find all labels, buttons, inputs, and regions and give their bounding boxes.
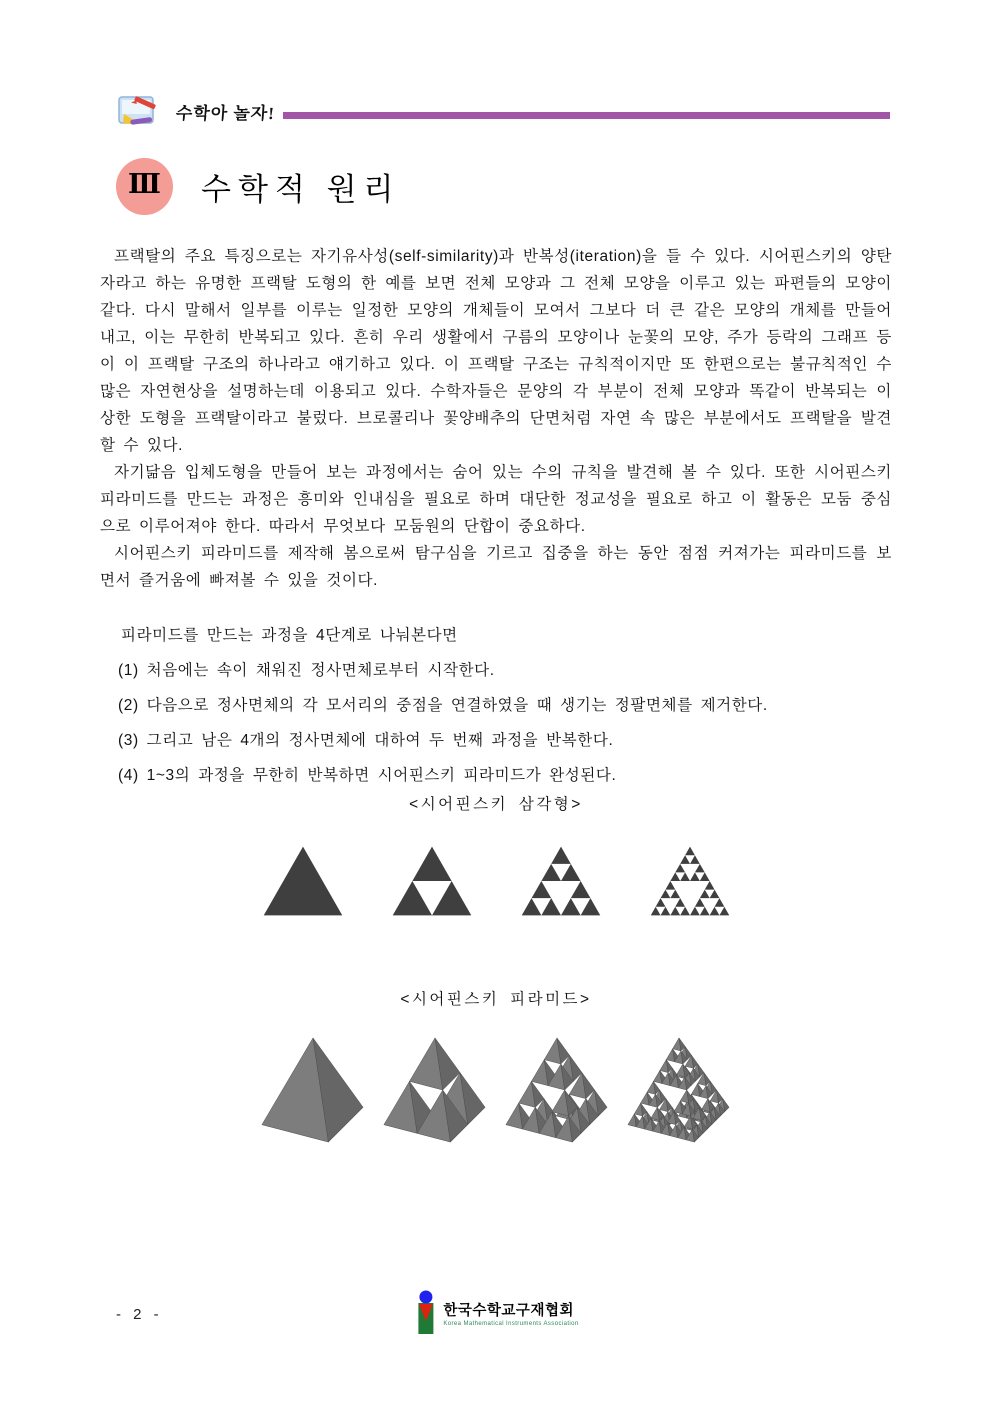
sierpinski-pyramid-iteration-1	[381, 1033, 489, 1147]
page-header	[118, 94, 275, 128]
triangle-figure-caption: <시어핀스키 삼각형>	[409, 796, 583, 813]
sierpinski-pyramid-iteration-3	[625, 1033, 733, 1147]
steps-intro: 피라미드를 만드는 과정을 4단계로 나눠본다면	[121, 627, 458, 644]
section-title: 수학적 원리	[201, 172, 401, 207]
section-heading	[116, 158, 400, 215]
sierpinski-triangle-row	[0, 845, 992, 917]
association-logo-icon	[413, 1289, 439, 1339]
page-number: - 2 -	[116, 1306, 163, 1323]
step-1: (1) 처음에는 속이 채워진 정사면체로부터 시작한다.	[118, 662, 495, 679]
sierpinski-triangle-iteration-2	[520, 845, 602, 917]
paragraph-self-similar-solids: 자기닮음 입체도형을 만들어 보는 과정에서는 숨어 있는 수의 규칙을 발견해 볼 수 있다. 또한 시어핀스키 피라미드를 만드는 과정은 흥미와 인내심을 필요로 하며 대단한 정교성을 필요로 하고 이 활동은 모둠 중심으로 이루어져야 한다. 따라서 무엇보다 모둠원의 단합이 중요하다.	[100, 464, 892, 535]
body-text	[100, 243, 892, 594]
footer-association-logo	[413, 1289, 578, 1339]
association-name-korean: 한국수학교구재협회	[443, 1303, 574, 1319]
step-2: (2) 다음으로 정사면체의 각 모서리의 중점을 연결하였을 때 생기는 정팔면체를 제거한다.	[118, 697, 768, 714]
pyramid-figure-caption: <시어핀스키 피라미드>	[400, 991, 592, 1008]
math-clipart-icon	[118, 94, 160, 128]
sierpinski-triangle-iteration-1	[391, 845, 473, 917]
header-logo-text: 수학아 놀자!	[175, 103, 276, 123]
sierpinski-pyramid-row	[0, 1033, 992, 1147]
sierpinski-triangle-iteration-0	[262, 845, 344, 917]
construction-steps	[100, 618, 892, 793]
association-name-english: Korea Mathematical Instruments Association	[443, 1321, 579, 1327]
paragraph-pyramid-fun: 시어핀스키 피라미드를 제작해 봄으로써 탐구심을 기르고 집중을 하는 동안 점점 커져가는 피라미드를 보면서 즐거움에 빠져볼 수 있을 것이다.	[100, 545, 892, 589]
sierpinski-pyramid-iteration-0	[259, 1033, 367, 1147]
sierpinski-triangle-iteration-3	[649, 845, 731, 917]
sierpinski-pyramid-iteration-2	[503, 1033, 611, 1147]
header-divider-line	[283, 112, 890, 119]
section-numeral: Ⅲ	[128, 169, 161, 199]
association-logo-text	[443, 1289, 578, 1327]
section-numeral-badge	[116, 158, 173, 215]
paragraph-fractal-features: 프랙탈의 주요 특징으로는 자기유사성(self-similarity)과 반복성(iteration)을 들 수 있다. 시어핀스키의 양탄자라고 하는 유명한 프랙탈 도형의 한 예를 보면 전체 모양과 그 전체 모양을 이루고 있는 파편들의 모양이 같다. 다시 말해서 일부를 이루는 일정한 모양의 개체들이 모여서 그보다 더 큰 같은 모양의 개체를 만들어 내고, 이는 무한히 반복되고 있다. 흔히 우리 생활에서 구름의 모양이나 눈꽃의 모양, 주가 등락의 그래프 등이 이 프랙탈 구조의 하나라고 얘기하고 있다. 이 프랙탈 구조는 규칙적이지만 또 한편으로는 불규칙적인 수많은 자연현상을 설명하는데 이용되고 있다. 수학자들은 문양의 각 부분이 전체 모양과 똑같이 반복되는 이상한 도형을 프랙탈이라고 불렀다. 브로콜리나 꽃양배추의 단면처럼 자연 속 많은 부분에서도 프랙탈을 발견할 수 있다.	[100, 248, 892, 454]
step-3: (3) 그리고 남은 4개의 정사면체에 대하여 두 번째 과정을 반복한다.	[118, 732, 614, 749]
step-4: (4) 1~3의 과정을 무한히 반복하면 시어핀스키 피라미드가 완성된다.	[118, 767, 617, 784]
